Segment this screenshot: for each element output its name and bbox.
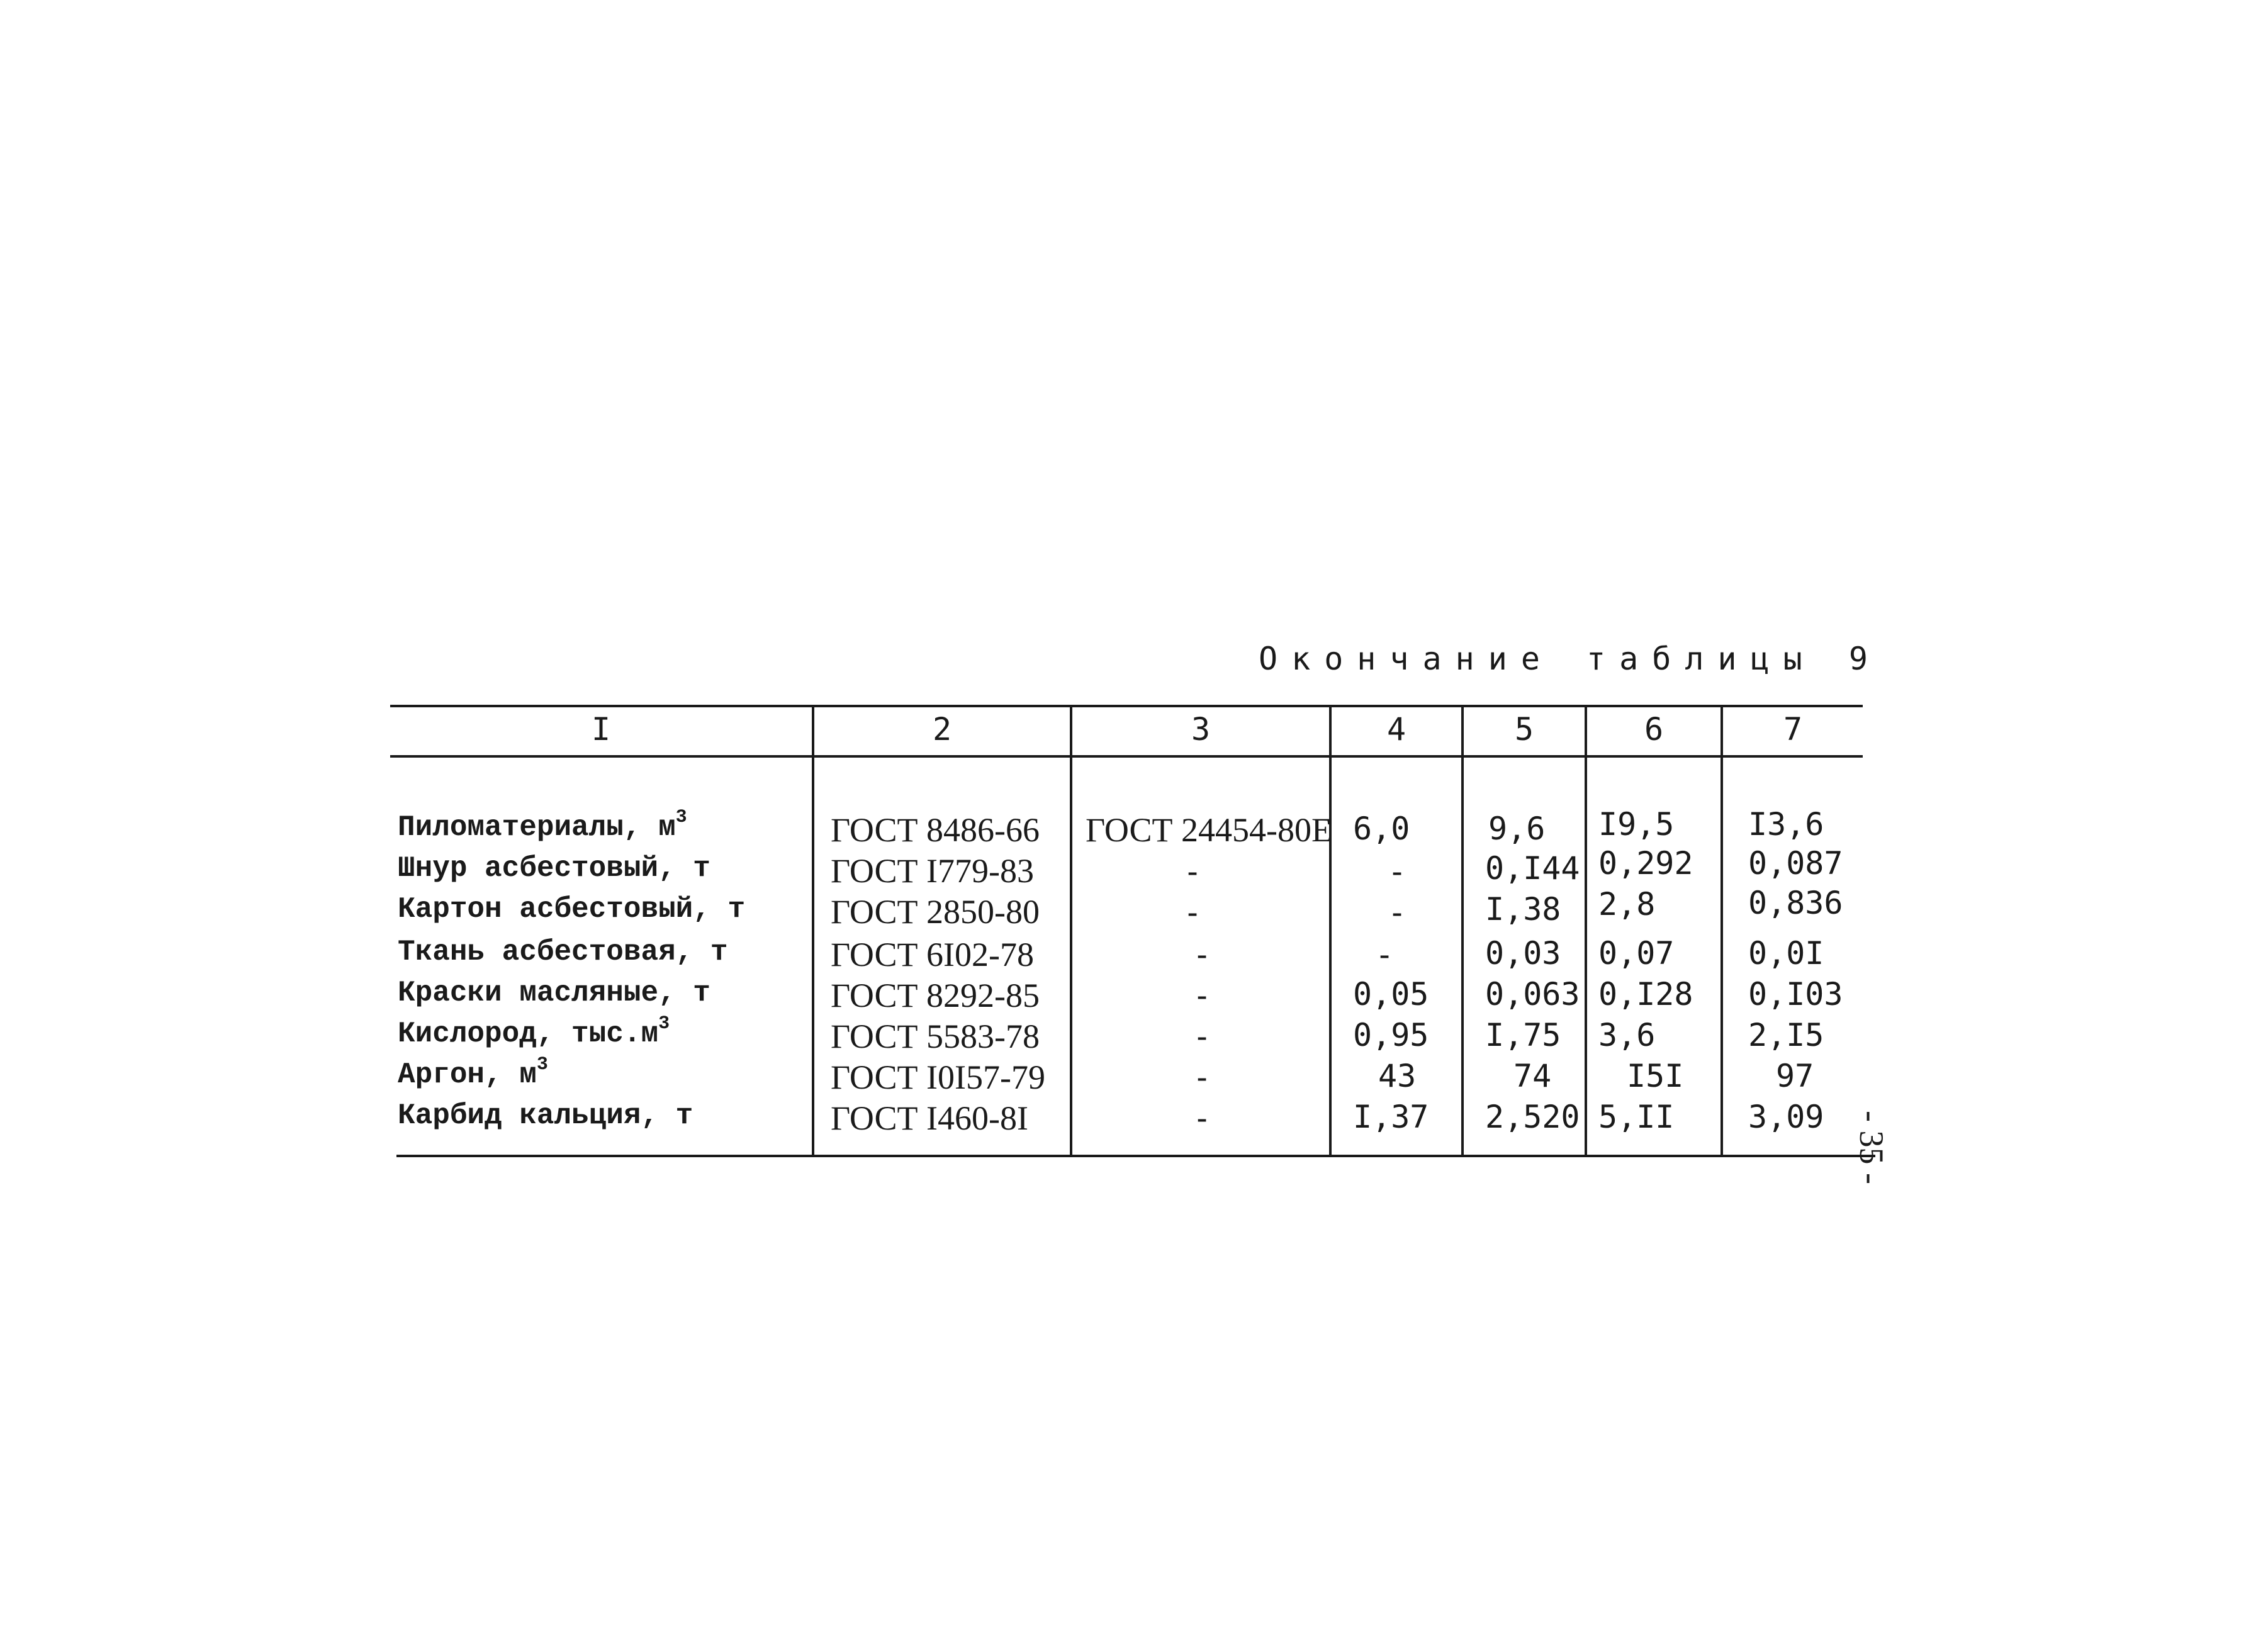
row-8-col6: 5,II bbox=[1598, 1099, 1675, 1135]
row-6-col7: 2,I5 bbox=[1748, 1017, 1824, 1053]
row-8-col5: 2,520 bbox=[1485, 1099, 1580, 1135]
row-4-col6: 0,07 bbox=[1598, 935, 1675, 972]
row-4-col3: - bbox=[1193, 936, 1212, 973]
row-7-name: Аргон, $м^3$ bbox=[398, 1054, 548, 1091]
column-divider-4 bbox=[1461, 705, 1464, 1156]
header-col-1: I bbox=[591, 711, 611, 748]
column-divider-5 bbox=[1585, 705, 1587, 1156]
row-8-col3: - bbox=[1193, 1100, 1212, 1136]
row-1-standard: ГОСТ 8486-66 bbox=[831, 811, 1040, 849]
row-8-standard: ГОСТ I460-8I bbox=[831, 1099, 1028, 1137]
row-5-col6: 0,I28 bbox=[1598, 976, 1693, 1012]
table-caption: Окончание таблицы 9 bbox=[1259, 641, 1882, 677]
row-6-col5: I,75 bbox=[1485, 1017, 1561, 1053]
row-4-col5: 0,03 bbox=[1485, 935, 1561, 972]
row-6-standard: ГОСТ 5583-78 bbox=[831, 1018, 1040, 1055]
row-7-col7: 97 bbox=[1776, 1058, 1814, 1094]
row-1-name: Пиломатериалы, $м^3$ bbox=[398, 807, 687, 844]
row-2-col3: - bbox=[1183, 853, 1203, 890]
row-2-col5: 0,I44 bbox=[1485, 850, 1580, 887]
row-2-standard: ГОСТ I779-83 bbox=[831, 852, 1034, 890]
row-1-col3: ГОСТ 24454-80Е bbox=[1086, 811, 1333, 849]
row-3-col3: - bbox=[1183, 894, 1203, 931]
header-col-2: 2 bbox=[932, 711, 952, 748]
row-2-col7: 0,087 bbox=[1748, 845, 1843, 882]
row-5-col5: 0,063 bbox=[1485, 976, 1580, 1012]
column-divider-1 bbox=[812, 705, 814, 1156]
row-8-col7: 3,09 bbox=[1748, 1099, 1824, 1135]
table-bottom-rule bbox=[396, 1155, 1875, 1157]
header-col-3: 3 bbox=[1191, 711, 1211, 748]
row-3-standard: ГОСТ 2850-80 bbox=[831, 893, 1040, 931]
row-4-standard: ГОСТ 6I02-78 bbox=[831, 936, 1034, 973]
page-number: - 35 - bbox=[1853, 1111, 1890, 1184]
row-7-col4: 43 bbox=[1378, 1058, 1417, 1094]
header-col-6: 6 bbox=[1644, 711, 1664, 748]
row-3-col6: 2,8 bbox=[1598, 886, 1656, 922]
row-1-col6: I9,5 bbox=[1598, 806, 1675, 843]
row-3-col5: I,38 bbox=[1485, 891, 1561, 928]
row-5-col3: - bbox=[1193, 977, 1212, 1014]
row-7-col3: - bbox=[1193, 1059, 1212, 1096]
row-3-col7: 0,836 bbox=[1748, 885, 1843, 921]
column-divider-6 bbox=[1721, 705, 1723, 1156]
row-7-col6: I5I bbox=[1627, 1058, 1684, 1094]
row-2-name: Шнур асбестовый, т bbox=[398, 852, 710, 885]
column-divider-2 bbox=[1070, 705, 1072, 1156]
row-5-standard: ГОСТ 8292-85 bbox=[831, 977, 1040, 1014]
row-7-col5: 74 bbox=[1513, 1058, 1552, 1094]
header-bottom-rule bbox=[390, 755, 1863, 758]
row-4-name: Ткань асбестовая, т bbox=[398, 936, 728, 968]
row-3-name: Картон асбестовый, т bbox=[398, 893, 746, 926]
header-col-5: 5 bbox=[1514, 711, 1534, 748]
row-7-standard: ГОСТ I0I57-79 bbox=[831, 1058, 1045, 1096]
row-6-col6: 3,6 bbox=[1598, 1017, 1656, 1053]
row-3-col4: - bbox=[1388, 894, 1407, 931]
row-5-col4: 0,05 bbox=[1353, 976, 1429, 1012]
row-2-col4: - bbox=[1388, 853, 1407, 890]
column-divider-3 bbox=[1329, 705, 1332, 1156]
row-5-name: Краски масляные, т bbox=[398, 977, 710, 1009]
row-2-col6: 0,292 bbox=[1598, 845, 1693, 882]
row-1-col4: 6,0 bbox=[1353, 810, 1410, 847]
row-5-col7: 0,I03 bbox=[1748, 976, 1843, 1012]
row-6-col4: 0,95 bbox=[1353, 1017, 1429, 1053]
row-1-col5: 9,6 bbox=[1488, 810, 1546, 847]
row-6-name: Кислород, $тыс.м^3$ bbox=[398, 1013, 670, 1050]
header-col-7: 7 bbox=[1783, 711, 1803, 748]
row-1-col7: I3,6 bbox=[1748, 806, 1824, 843]
row-4-col7: 0,0I bbox=[1748, 935, 1824, 972]
row-8-name: Карбид кальция, т bbox=[398, 1099, 693, 1132]
table-top-rule bbox=[390, 705, 1863, 707]
row-4-col4: - bbox=[1375, 936, 1395, 973]
row-6-col3: - bbox=[1193, 1018, 1212, 1055]
row-8-col4: I,37 bbox=[1353, 1099, 1429, 1135]
header-col-4: 4 bbox=[1386, 711, 1406, 748]
